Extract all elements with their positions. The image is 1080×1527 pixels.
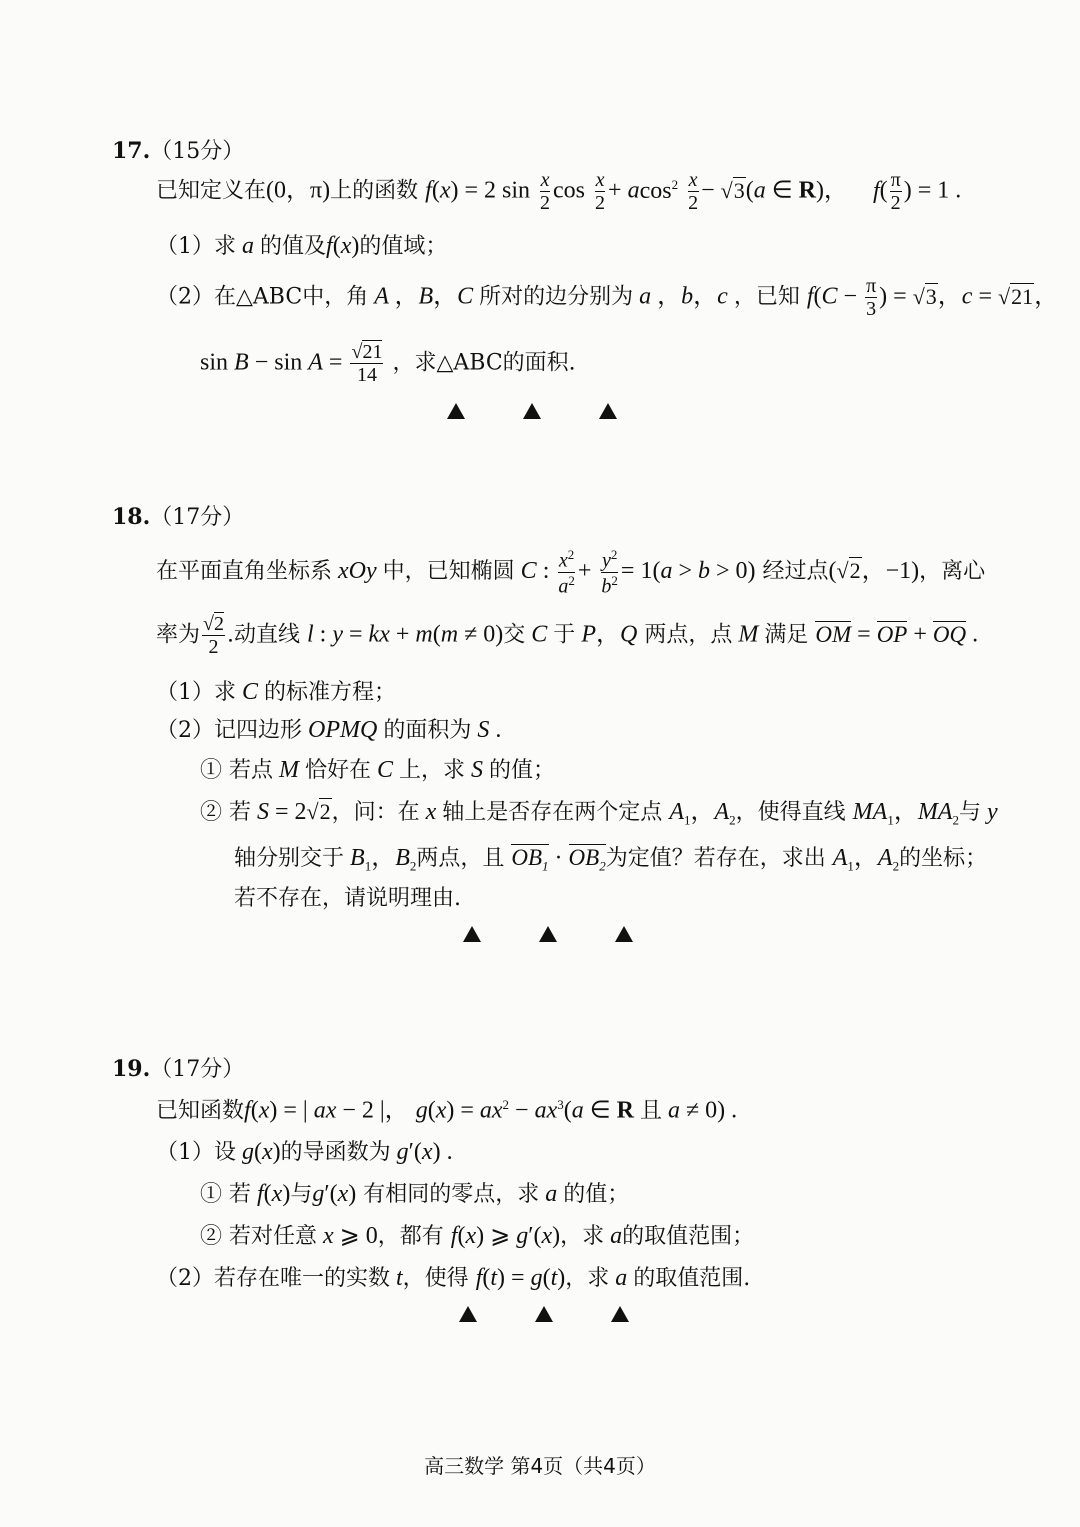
q17-part2-area: ，求△ABC的面积. — [392, 350, 576, 376]
q19-part1: （1）设 g(x)的导函数为 g′(x) . — [156, 1139, 453, 1165]
q17-part1: （1）求 a 的值及f(x)的值域； — [156, 233, 448, 259]
q17-part2-cont: sin B − sin A = $\frac{√21}{14}$ ，求△ABC的面积. — [200, 341, 576, 386]
triangle-marker — [599, 403, 617, 419]
q17-sqrt3: √3 — [720, 177, 745, 203]
q19-part2-tail: ，求 — [565, 1266, 610, 1291]
q17-frac-pi2: $\frac{\pi}{2}$ — [890, 169, 901, 214]
q19-part1-label: （1）设 — [156, 1140, 236, 1165]
q18-sub2-ask: ，问：在 — [331, 800, 420, 825]
q19-part2-end: 的取值范围. — [633, 1266, 751, 1291]
q18-sub2-l2a: 轴分别交于 — [234, 846, 345, 871]
q19-sub2-tail: ，求 — [560, 1224, 605, 1249]
q18-sub2-line3 — [234, 888, 461, 910]
q18-frac-sqrt2-2: $\frac{√2}{2}$ — [203, 613, 224, 658]
q17-part2-known: ，已知 — [733, 284, 800, 310]
q18-line2: 率为 $\frac{√2}{2}$ .动直线 l : y = kx + m(m ≠ 0)交 C 于 P，Q 两点，点 M 满足 OM = OP + OQ . — [156, 613, 979, 658]
q19-sub2-prefix: ② 若对任意 — [200, 1224, 317, 1249]
triangle-marker — [463, 926, 481, 942]
triangle-marker — [459, 1306, 477, 1322]
q18-number: 18. — [112, 504, 151, 530]
q18-line2-points: 两点，点 — [644, 622, 733, 648]
q19-end-markers — [459, 1306, 629, 1322]
q17-part1-end: 的值域； — [359, 234, 448, 259]
q17-part2: （2）在△ABC中，角 A ，B，C 所对的边分别为 a ，b，c ，已知 f(C − $\frac{\pi}{3}$ ) = √3，c = √21， — [156, 275, 1059, 320]
q17-points: （15分） — [150, 139, 245, 164]
q18-sub1-prefix: ① 若点 — [200, 758, 273, 783]
triangle-marker — [615, 926, 633, 942]
q18-part2-label: （2）记四边形 — [156, 718, 302, 743]
q18-line2-mid: .动直线 — [227, 622, 300, 648]
q18-end-markers — [463, 926, 633, 942]
q19-stem-cond: 且 — [639, 1098, 662, 1124]
q19-sub2: ② 若对任意 x ⩾ 0，都有 f(x) ⩾ g′(x)，求 a的取值范围； — [200, 1223, 755, 1249]
q19-sub1-tail: 有相同的零点，求 — [363, 1182, 540, 1207]
q18-part1-label: （1）求 — [156, 680, 236, 705]
q19-stem: 已知函数f(x) = | ax − 2 |， $g(x) = ax^2 - ax^3(a$ ∈ R 且 a ≠ 0) . — [156, 1097, 738, 1124]
q18-line2-satisfy: 满足 — [764, 622, 809, 648]
q18-part2-tail: 的面积为 — [383, 718, 472, 743]
page-footer: 高三数学 第4页（共4页） — [424, 1454, 656, 1478]
q17-part2-prefix: （2）在△ABC中，角 — [156, 284, 369, 310]
q19-points: （17分） — [150, 1057, 245, 1082]
q18-sub2-line2: 轴分别交于 $B_1$，$B_2$两点，且 $OB_1 \cdot OB_2$为定值？若存在，求出 $A_1$，$A_2$的坐标； — [234, 845, 988, 874]
q19-sub1-end: 的值； — [563, 1182, 630, 1207]
q18-part2: （2）记四边形 OPMQ 的面积为 S . — [156, 717, 502, 743]
q17-frac-x2c: $\frac{x}{2}$ — [688, 169, 699, 214]
q18-sub2-line: ，使得直线 — [735, 800, 846, 825]
q18-sub1-tail: 上，求 — [399, 758, 466, 783]
q18-points: （17分） — [150, 505, 245, 530]
q18-part1: （1）求 C 的标准方程； — [156, 679, 397, 705]
q17-function: f — [425, 177, 432, 204]
q17-frac-sqrt21-14: $\frac{√21}{14}$ — [351, 341, 383, 386]
q17-stem-prefix: 已知定义在 — [156, 178, 267, 204]
q19-number: 19. — [112, 1056, 151, 1082]
q19-part1-mid: 的导函数为 — [280, 1140, 391, 1165]
q18-sub2-and: 与 — [958, 800, 981, 825]
q18-frac-x2a2: $\frac{x^2}{a^2}$ — [558, 547, 575, 598]
q19-sub2-end: 的取值范围； — [622, 1224, 755, 1249]
q18-line2-cross: 交 — [503, 622, 526, 648]
q18-sub2-l2c: 为定值？若存在，求出 — [605, 846, 826, 871]
q17-part2-mid: 所对的边分别为 — [479, 284, 634, 310]
q18-stem: 在平面直角坐标系 xOy 中，已知椭圆 C : $\frac{x^2}{a^2}$ + $\frac{y^2}{b^2}$ = 1(a > b > 0) 经过点(√2，−1)，离心 — [156, 547, 986, 598]
q18-sub2-l3: 若不存在，请说明理由. — [234, 886, 461, 911]
q19-sub1-prefix: ① 若 — [200, 1182, 251, 1207]
q19-part2: （2）若存在唯一的实数 t，使得 f(t) = g(t)，求 a 的取值范围. — [156, 1265, 751, 1291]
q17-stem: 已知定义在(0，π)上的函数 f(x) = 2 sin $\frac{x}{2}$ cos $\frac{x}{2}$ + acos$^2$ $\frac{x}{2}$ − √3(a ∈ R)， f( $\frac{\pi}{2}$ ) = 1 . — [156, 169, 962, 214]
q17-frac-x2b: $\frac{x}{2}$ — [595, 169, 606, 214]
q18-stem-pass: 经过点 — [762, 559, 829, 585]
triangle-marker — [539, 926, 557, 942]
q18-stem-ecc: ，离心 — [919, 559, 986, 585]
triangle-marker — [535, 1306, 553, 1322]
q17-part1-label: （1）求 — [156, 234, 236, 259]
q18-frac-y2b2: $\frac{y^2}{b^2}$ — [601, 547, 618, 598]
q17-frac-pi3: $\frac{\pi}{3}$ — [866, 275, 877, 320]
triangle-marker — [447, 403, 465, 419]
q17-stem-mid: 上的函数 — [330, 178, 419, 204]
q18-sub2-l2d: 的坐标； — [899, 846, 988, 871]
q18-sub1-mid: 恰好在 — [305, 758, 372, 783]
q19-part2-mid: ，使得 — [402, 1266, 469, 1291]
q18-heading — [112, 506, 244, 529]
q18-sub2-prefix: ② 若 — [200, 800, 251, 825]
q18-sub1-end: 的值； — [489, 758, 556, 783]
q19-heading — [112, 1058, 244, 1081]
q19-sub1: ① 若 f(x)与g′(x) 有相同的零点，求 a 的值； — [200, 1181, 630, 1207]
q17-frac-x2a: $\frac{x}{2}$ — [540, 169, 551, 214]
q18-line2-prefix: 率为 — [156, 622, 201, 648]
q18-part1-tail: 的标准方程； — [264, 680, 397, 705]
q19-sub1-and: 与 — [290, 1182, 313, 1207]
q18-sub2: ② 若 S = 2√2，问：在 x 轴上是否存在两个定点 $A_1$，$A_2$，使得直线 $MA_1$，$MA_2$与 y — [200, 799, 998, 828]
q19-part2-label: （2）若存在唯一的实数 — [156, 1266, 390, 1291]
q17-part1-tail: 的值及 — [260, 234, 327, 259]
q17-heading — [112, 140, 244, 163]
triangle-marker — [523, 403, 541, 419]
q19-sub2-mid: ，都有 — [377, 1224, 444, 1249]
triangle-marker — [611, 1306, 629, 1322]
q18-sub1: ① 若点 M 恰好在 C 上，求 S 的值； — [200, 757, 556, 783]
q18-stem-mid: 中，已知椭圆 — [382, 559, 515, 585]
q18-stem-prefix: 在平面直角坐标系 — [156, 559, 333, 585]
q19-stem-prefix: 已知函数 — [156, 1098, 245, 1124]
q17-number: 17. — [112, 138, 151, 164]
q18-line2-at: 于 — [553, 622, 576, 648]
q18-sub2-axis: 轴上是否存在两个定点 — [442, 800, 663, 825]
q17-end-markers — [447, 403, 617, 419]
q17-domain: (0，π) — [266, 177, 331, 204]
q18-sub2-l2b: 两点，且 — [416, 846, 505, 871]
